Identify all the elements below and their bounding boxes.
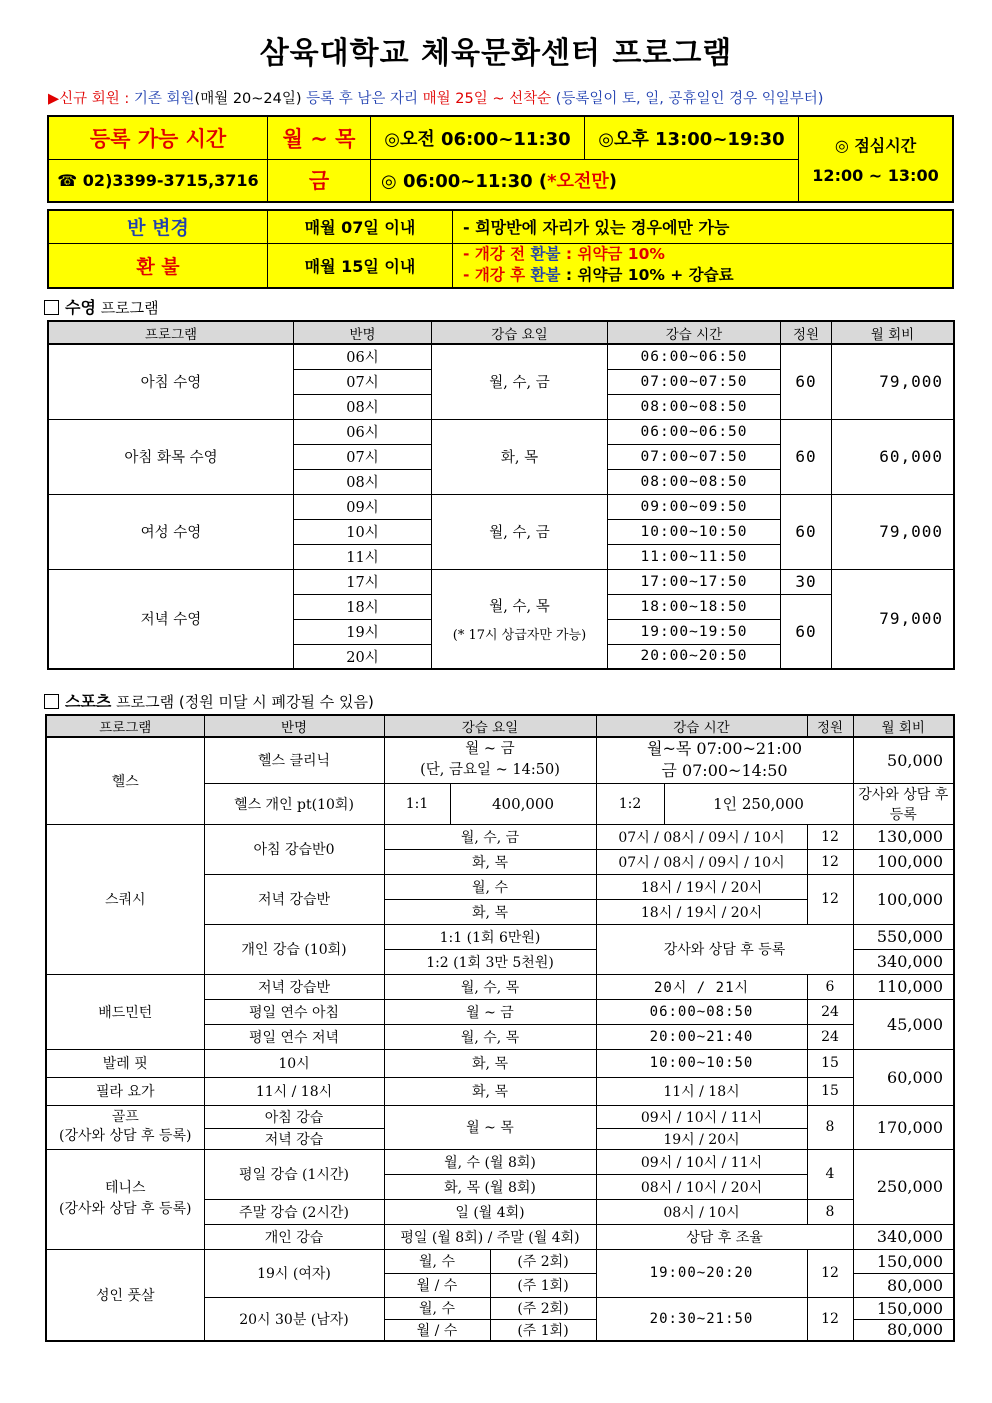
header-class: 반명 <box>294 321 432 344</box>
class-name: 개인 강습 (10회) <box>204 924 384 974</box>
monthly-fee: 550,000 <box>853 924 954 949</box>
capacity: 4 <box>807 1149 853 1199</box>
class-days: 월 ~ 목 <box>384 1105 596 1149</box>
page-title: 삼육대학교 체육문화센터 프로그램 <box>259 36 733 71</box>
class-days: 화, 목 <box>384 899 596 924</box>
lunch-time: 12:00 ~ 13:00 <box>812 166 939 185</box>
checkbox-icon <box>44 300 59 315</box>
class-name: 평일 연수 저녁 <box>204 1024 384 1049</box>
class-change-deadline: 매월 07일 이내 <box>268 210 453 243</box>
class-time: 07:00~07:50 <box>608 369 781 394</box>
class-frequency: (주 2회) <box>490 1297 596 1319</box>
class-name: 20시 30분 (남자) <box>204 1297 384 1341</box>
monthly-fee: 79,000 <box>832 569 955 669</box>
class-time: 09시 / 10시 / 11시 <box>596 1105 807 1128</box>
class-days: 월, 수 <box>384 1297 490 1319</box>
class-days: 월, 수, 목 <box>384 974 596 999</box>
class-days: 월, 수, 목 <box>384 1024 596 1049</box>
class-time: 19:00~19:50 <box>608 619 781 644</box>
monthly-fee: 60,000 <box>832 419 955 494</box>
fri-label: 금 <box>268 159 371 202</box>
monthly-fee: 340,000 <box>853 1224 954 1249</box>
class-days: 1:2 (1회 3만 5천원) <box>384 949 596 974</box>
monthly-fee: 150,000 <box>853 1297 954 1319</box>
class-days: 화, 목 <box>384 1049 596 1077</box>
class-days: 월 ~ 금 <box>384 999 596 1024</box>
class-name: 11시 / 18시 <box>204 1077 384 1105</box>
lunch-label: ◎ 점심시간 <box>834 136 917 155</box>
fri-hours: ◎ 06:00~11:30 (*오전만) <box>371 159 799 202</box>
capacity: 12 <box>807 1249 853 1297</box>
class-time: 상담 후 조율 <box>596 1224 853 1249</box>
program-name: 아침 수영 <box>48 344 294 419</box>
class-days: 월, 수, 금 <box>432 344 608 419</box>
class-days: 월 / 수 <box>384 1273 490 1297</box>
capacity: 12 <box>807 824 853 849</box>
pm-hours: ◎오후 13:00~19:30 <box>585 116 799 159</box>
class-time: 월~목 07:00~21:00 금 07:00~14:50 <box>596 737 853 783</box>
class-time: 20:30~21:50 <box>596 1297 807 1341</box>
pt-ratio: 1:2 <box>596 783 664 824</box>
pt-ratio: 1:1 <box>384 783 450 824</box>
class-time: 07시 / 08시 / 09시 / 10시 <box>596 824 807 849</box>
class-days: 월, 수 <box>384 874 596 899</box>
program-name: 배드민턴 <box>46 974 204 1049</box>
class-days: 월, 수 (월 8회) <box>384 1149 596 1174</box>
class-name: 08시 <box>294 394 432 419</box>
class-time: 08:00~08:50 <box>608 469 781 494</box>
class-time: 17:00~17:50 <box>608 569 781 594</box>
header-time: 강습 시간 <box>608 321 781 344</box>
sports-program-table <box>45 714 955 1342</box>
refund-label: 환 불 <box>48 243 268 288</box>
header-capacity: 정원 <box>807 715 853 737</box>
class-change-label: 반 변경 <box>48 210 268 243</box>
program-name: 테니스 (강사와 상담 후 등록) <box>46 1149 204 1249</box>
header-days: 강습 요일 <box>432 321 608 344</box>
class-name: 10시 <box>204 1049 384 1077</box>
class-time: 07:00~07:50 <box>608 444 781 469</box>
capacity: 12 <box>807 874 853 924</box>
class-name: 19시 <box>294 619 432 644</box>
monthly-fee: 340,000 <box>853 949 954 974</box>
class-time: 10:00~10:50 <box>596 1049 807 1077</box>
class-time: 08시 / 10시 / 20시 <box>596 1174 807 1199</box>
class-time: 20시 / 21시 <box>596 974 807 999</box>
class-time: 19시 / 20시 <box>596 1128 807 1149</box>
class-name: 주말 강습 (2시간) <box>204 1199 384 1224</box>
monthly-fee: 150,000 <box>853 1249 954 1273</box>
monthly-fee: 60,000 <box>853 1049 954 1105</box>
capacity: 6 <box>807 974 853 999</box>
capacity: 15 <box>807 1049 853 1077</box>
class-days: 월, 수, 금 <box>432 494 608 569</box>
header-program: 프로그램 <box>48 321 294 344</box>
class-name: 20시 <box>294 644 432 669</box>
program-name: 저녁 수영 <box>48 569 294 669</box>
class-time: 18시 / 19시 / 20시 <box>596 899 807 924</box>
class-days: 일 (월 4회) <box>384 1199 596 1224</box>
class-frequency: (주 1회) <box>490 1273 596 1297</box>
class-change-note: - 희망반에 자리가 있는 경우에만 가능 <box>453 210 954 243</box>
header-class: 반명 <box>204 715 384 737</box>
class-name: 06시 <box>294 344 432 369</box>
class-time: 20:00~20:50 <box>608 644 781 669</box>
class-name: 08시 <box>294 469 432 494</box>
program-name: 스쿼시 <box>46 824 204 974</box>
class-days: 화, 목 <box>384 1077 596 1105</box>
class-name: 18시 <box>294 594 432 619</box>
class-time: 08:00~08:50 <box>608 394 781 419</box>
program-name: 성인 풋살 <box>46 1249 204 1341</box>
class-time: 20:00~21:40 <box>596 1024 807 1049</box>
class-time: 06:00~06:50 <box>608 419 781 444</box>
class-name: 17시 <box>294 569 432 594</box>
class-days: 1:1 (1회 6만원) <box>384 924 596 949</box>
class-name: 저녁 강습 <box>204 1128 384 1149</box>
class-name: 아침 강습반0 <box>204 824 384 874</box>
monthly-fee: 100,000 <box>853 849 954 874</box>
class-name: 저녁 강습반 <box>204 974 384 999</box>
monthly-fee: 250,000 <box>853 1149 954 1224</box>
pt-price: 400,000 <box>450 783 596 824</box>
class-time: 09:00~09:50 <box>608 494 781 519</box>
class-name: 07시 <box>294 369 432 394</box>
program-name: 골프 (강사와 상담 후 등록) <box>46 1105 204 1149</box>
monthly-fee: 80,000 <box>853 1273 954 1297</box>
monthly-fee: 45,000 <box>853 999 954 1049</box>
swim-section-heading: 수영 프로그램 <box>44 295 159 318</box>
class-days: 월 ~ 금 (단, 금요일 ~ 14:50) <box>384 737 596 783</box>
class-time: 10:00~10:50 <box>608 519 781 544</box>
class-days: 월, 수, 금 <box>384 824 596 849</box>
mon-thu-label: 월 ~ 목 <box>268 116 371 159</box>
class-name: 11시 <box>294 544 432 569</box>
class-note: 강사와 상담 후 등록 <box>596 924 853 974</box>
capacity: 24 <box>807 1024 853 1049</box>
class-time: 07시 / 08시 / 09시 / 10시 <box>596 849 807 874</box>
registration-notice: ▶신규 회원 : 기존 회원(매월 20~24일) 등록 후 남은 자리 매월 25일 ~ 선착순 (등록일이 토, 일, 공휴일인 경우 익일부터) <box>48 91 824 107</box>
capacity: 12 <box>807 849 853 874</box>
class-time: 11시 / 18시 <box>596 1077 807 1105</box>
capacity: 24 <box>807 999 853 1024</box>
registration-hours-box <box>47 115 954 203</box>
class-days: 화, 목 <box>432 419 608 494</box>
monthly-fee: 50,000 <box>853 737 954 783</box>
class-days: 월 / 수 <box>384 1319 490 1341</box>
capacity: 12 <box>807 1297 853 1341</box>
registration-time-label: 등록 가능 시간 <box>89 126 227 151</box>
header-time: 강습 시간 <box>596 715 807 737</box>
phone-number: ☎ 02)3399-3715,3716 <box>48 159 268 202</box>
class-time: 11:00~11:50 <box>608 544 781 569</box>
monthly-fee: 79,000 <box>832 494 955 569</box>
class-name: 평일 연수 아침 <box>204 999 384 1024</box>
class-days: 월, 수, 목 (* 17시 상급자만 가능) <box>432 569 608 669</box>
swim-program-table <box>47 320 955 670</box>
checkbox-icon <box>44 694 59 709</box>
class-name: 06시 <box>294 419 432 444</box>
pt-price: 1인 250,000 <box>664 783 853 824</box>
pt-note: 강사와 상담 후 등록 <box>853 783 954 824</box>
capacity: 15 <box>807 1077 853 1105</box>
capacity: 60 <box>781 344 832 419</box>
header-program: 프로그램 <box>46 715 204 737</box>
program-name: 필라 요가 <box>46 1077 204 1105</box>
class-name: 저녁 강습반 <box>204 874 384 924</box>
monthly-fee: 170,000 <box>853 1105 954 1149</box>
capacity: 30 <box>781 569 832 594</box>
sports-section-heading: 스포츠 프로그램 (정원 미달 시 폐강될 수 있음) <box>44 689 374 712</box>
class-name: 19시 (여자) <box>204 1249 384 1297</box>
class-time: 06:00~08:50 <box>596 999 807 1024</box>
class-name: 10시 <box>294 519 432 544</box>
header-days: 강습 요일 <box>384 715 596 737</box>
class-time: 08시 / 10시 <box>596 1199 807 1224</box>
header-fee: 월 회비 <box>832 321 955 344</box>
program-name: 헬스 <box>46 737 204 824</box>
monthly-fee: 79,000 <box>832 344 955 419</box>
monthly-fee: 130,000 <box>853 824 954 849</box>
class-name: 07시 <box>294 444 432 469</box>
class-frequency: (주 2회) <box>490 1249 596 1273</box>
class-name: 헬스 클리닉 <box>204 737 384 783</box>
capacity: 8 <box>807 1199 853 1224</box>
class-name: 평일 강습 (1시간) <box>204 1149 384 1199</box>
class-name: 헬스 개인 pt(10회) <box>204 783 384 824</box>
class-days: 화, 목 <box>384 849 596 874</box>
class-days: 월, 수 <box>384 1249 490 1273</box>
class-days: 평일 (월 8회) / 주말 (월 4회) <box>384 1224 596 1249</box>
class-time: 19:00~20:20 <box>596 1249 807 1297</box>
monthly-fee: 110,000 <box>853 974 954 999</box>
program-name: 여성 수영 <box>48 494 294 569</box>
header-fee: 월 회비 <box>853 715 954 737</box>
monthly-fee: 80,000 <box>853 1319 954 1341</box>
am-hours: ◎오전 06:00~11:30 <box>371 116 585 159</box>
class-time: 18시 / 19시 / 20시 <box>596 874 807 899</box>
program-name: 발레 핏 <box>46 1049 204 1077</box>
class-name: 09시 <box>294 494 432 519</box>
refund-rules: - 개강 전 환불 : 위약금 10% - 개강 후 환불 : 위약금 10% + 강습료 <box>453 243 954 288</box>
capacity: 60 <box>781 494 832 569</box>
class-days: 화, 목 (월 8회) <box>384 1174 596 1199</box>
capacity: 60 <box>781 594 832 669</box>
class-name: 아침 강습 <box>204 1105 384 1128</box>
change-refund-box <box>47 209 954 289</box>
refund-deadline: 매월 15일 이내 <box>268 243 453 288</box>
program-name: 아침 화목 수영 <box>48 419 294 494</box>
header-capacity: 정원 <box>781 321 832 344</box>
class-time: 18:00~18:50 <box>608 594 781 619</box>
class-time: 06:00~06:50 <box>608 344 781 369</box>
capacity: 8 <box>807 1105 853 1149</box>
class-time: 09시 / 10시 / 11시 <box>596 1149 807 1174</box>
class-frequency: (주 1회) <box>490 1319 596 1341</box>
capacity: 60 <box>781 419 832 494</box>
class-days-note: (* 17시 상급자만 가능) <box>452 627 587 643</box>
class-name: 개인 강습 <box>204 1224 384 1249</box>
monthly-fee: 100,000 <box>853 874 954 924</box>
